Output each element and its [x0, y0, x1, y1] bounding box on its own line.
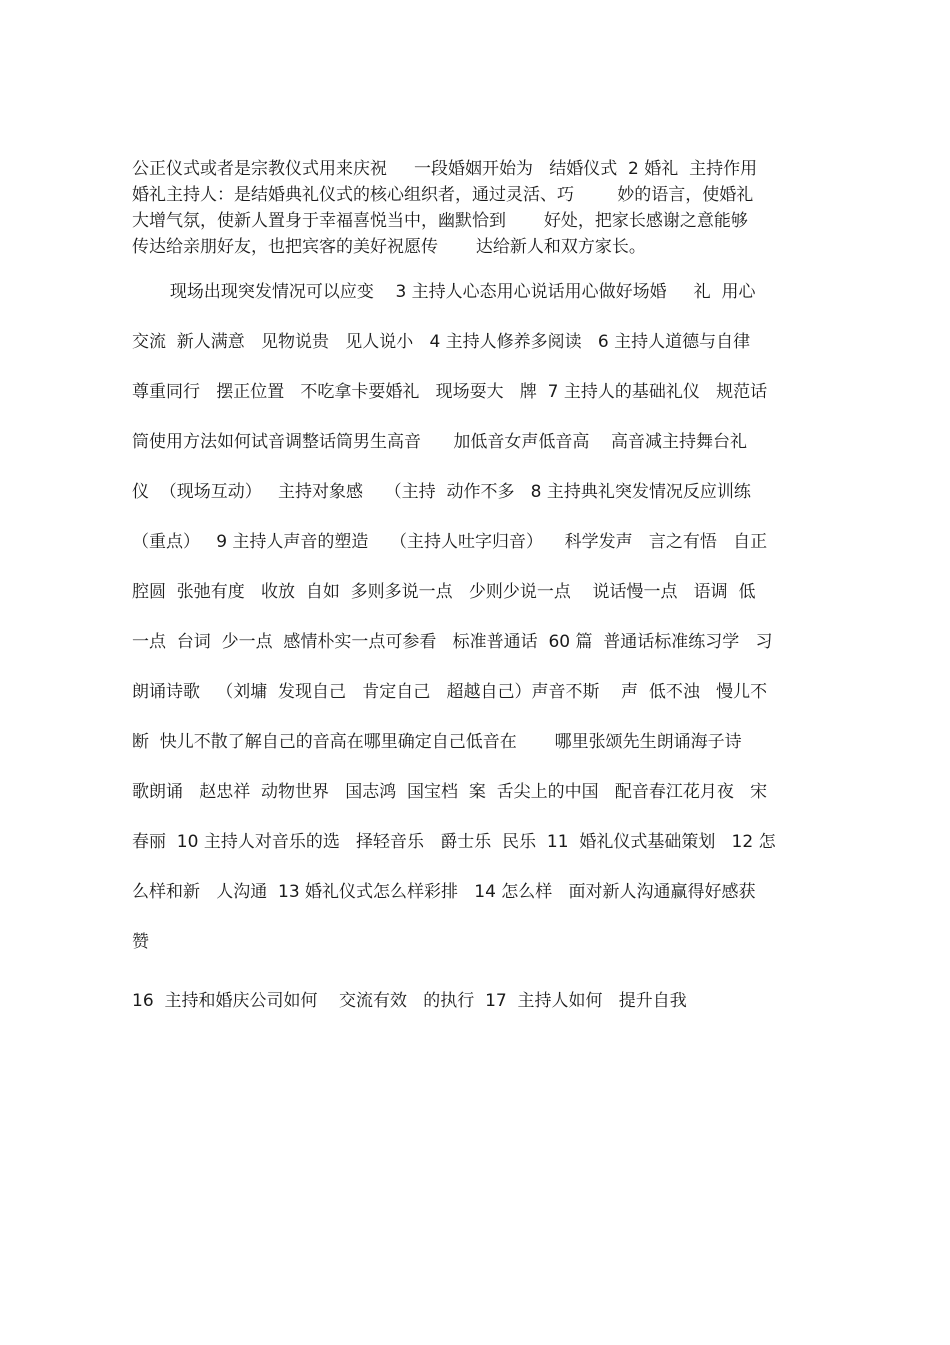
text-line: 断 快儿不散了解自己的音高在哪里确定自己低音在 哪里张颂先生朗诵海子诗 — [132, 732, 742, 752]
text-line: 腔圆 张弛有度 收放 自如 多则多说一点 少则少说一点 说话慢一点 语调 低 — [132, 582, 756, 602]
text-line: 公正仪式或者是宗教仪式用来庆祝 一段婚姻开始为 结婚仪式 2 婚礼 主持作用 — [132, 159, 758, 179]
text-line: （重点） 9 主持人声音的塑造 （主持人吐字归音） 科学发声 言之有悟 自正 — [132, 532, 768, 552]
text-line: 16 主持和婚庆公司如何 交流有效 的执行 17 主持人如何 提升自我 — [132, 991, 687, 1011]
text-line: 尊重同行 摆正位置 不吃拿卡要婚礼 现场耍大 牌 7 主持人的基础礼仪 规范话 — [132, 382, 768, 402]
text-line: 交流 新人满意 见物说贵 见人说小 4 主持人修养多阅读 6 主持人道德与自律 — [132, 332, 751, 352]
text-line: 朗诵诗歌 （刘墉 发现自己 肯定自己 超越自己）声音不斯 声 低不浊 慢儿不 — [132, 682, 768, 702]
text-line: 仪 （现场互动） 主持对象感 （主持 动作不多 8 主持典礼突发情况反应训练 — [132, 482, 751, 502]
text-line: 现场出现突发情况可以应变 3 主持人心态用心说话用心做好场婚 礼 用心 — [132, 282, 756, 302]
text-line: 传达给亲朋好友，也把宾客的美好祝愿传 达给新人和双方家长。 — [132, 237, 646, 257]
text-line: 么样和新 人沟通 13 婚礼仪式怎么样彩排 14 怎么样 面对新人沟通赢得好感获 — [132, 882, 756, 902]
text-line: 一点 台词 少一点 感情朴实一点可参看 标准普通话 60 篇 普通话标准练习学 习 — [132, 632, 773, 652]
text-line: 春丽 10 主持人对音乐的选 择轻音乐 爵士乐 民乐 11 婚礼仪式基础策划 12 怎 — [132, 832, 776, 852]
text-line: 歌朗诵 赵忠祥 动物世界 国志鸿 国宝档 案 舌尖上的中国 配音春江花月夜 宋 — [132, 782, 768, 802]
text-line: 赞 — [132, 932, 149, 952]
text-line: 筒使用方法如何试音调整话筒男生高音 加低音女声低音高 高音减主持舞台礼 — [132, 432, 748, 452]
text-line: 大增气氛，使新人置身于幸福喜悦当中，幽默恰到 好处，把家长感谢之意能够 — [132, 211, 748, 231]
text-line: 婚礼主持人：是结婚典礼仪式的核心组织者，通过灵活、巧 妙的语言，使婚礼 — [132, 185, 754, 205]
